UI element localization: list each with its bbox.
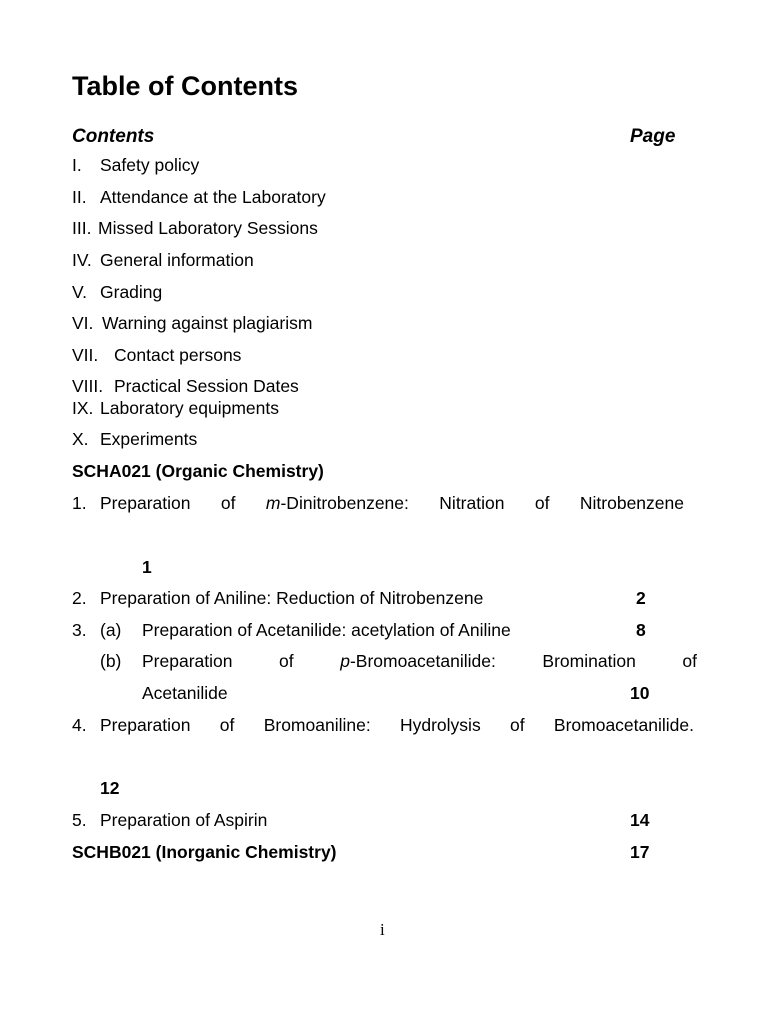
toc-item-number: V. bbox=[72, 282, 87, 302]
experiment-number: 5. bbox=[72, 810, 87, 830]
toc-item-label: Grading bbox=[100, 282, 163, 302]
toc-item-label: Attendance at the Laboratory bbox=[100, 187, 326, 207]
page-number: i bbox=[380, 920, 385, 939]
section-inorganic-page: 17 bbox=[630, 842, 650, 862]
section-title-organic: SCHA021 (Organic Chemistry) bbox=[72, 461, 324, 481]
word: Bromoaniline: bbox=[263, 715, 371, 735]
word: Preparation bbox=[100, 715, 191, 735]
experiment-number: 1. bbox=[72, 493, 87, 513]
word: Preparation bbox=[142, 651, 233, 671]
word bbox=[340, 651, 496, 672]
experiment-4-title bbox=[100, 715, 694, 736]
toc-item bbox=[72, 155, 82, 176]
experiment-5-title: Preparation of Aspirin bbox=[100, 810, 268, 830]
experiment-2-title: Preparation of Aniline: Reduction of Nitrobenzene bbox=[100, 588, 484, 608]
experiment-number: 3. bbox=[72, 620, 87, 640]
word: of bbox=[510, 715, 525, 735]
toc-item-label: Practical Session Dates bbox=[114, 376, 299, 396]
word: of bbox=[220, 493, 236, 513]
word bbox=[266, 493, 409, 514]
word: Bromination bbox=[542, 651, 636, 671]
toc-item-number: II. bbox=[72, 187, 87, 207]
experiment-1-title bbox=[100, 493, 684, 514]
word: of bbox=[279, 651, 294, 671]
toc-item-label: Safety policy bbox=[100, 155, 200, 175]
word-rest: -Dinitrobenzene: bbox=[280, 493, 409, 513]
word: Hydrolysis bbox=[399, 715, 481, 735]
page-title: Table of Contents bbox=[72, 71, 298, 101]
contents-header: Contents bbox=[72, 126, 155, 147]
toc-item-number: X. bbox=[72, 429, 89, 449]
experiment-3a-page: 8 bbox=[636, 620, 646, 640]
word: of bbox=[682, 651, 697, 671]
experiment-4-page: 12 bbox=[100, 778, 120, 798]
experiment-5-page: 14 bbox=[630, 810, 650, 830]
word: Nitrobenzene bbox=[579, 493, 684, 513]
word: of bbox=[534, 493, 550, 513]
word-rest: -Bromoacetanilide: bbox=[349, 651, 496, 671]
page-header: Page bbox=[630, 126, 676, 147]
toc-item-label: Laboratory equipments bbox=[100, 398, 279, 418]
experiment-1-page: 1 bbox=[142, 557, 152, 577]
experiment-3a-title: Preparation of Acetanilide: acetylation of Aniline bbox=[142, 620, 511, 640]
section-title-inorganic: SCHB021 (Inorganic Chemistry) bbox=[72, 842, 337, 862]
experiment-2-page: 2 bbox=[636, 588, 646, 608]
experiment-3b-label: (b) bbox=[100, 651, 122, 671]
toc-item-label: Missed Laboratory Sessions bbox=[98, 218, 318, 238]
toc-item-number: IV. bbox=[72, 250, 92, 270]
toc-item-number: III. bbox=[72, 218, 92, 238]
toc-item-label: Warning against plagiarism bbox=[102, 313, 313, 333]
experiment-3b-title bbox=[142, 651, 697, 672]
word: Nitration bbox=[439, 493, 505, 513]
toc-item-label: Experiments bbox=[100, 429, 198, 449]
toc-item-label: Contact persons bbox=[114, 345, 242, 365]
italic-prefix: m bbox=[265, 493, 281, 513]
experiment-3b-continuation: Acetanilide bbox=[142, 683, 228, 703]
toc-item-number: IX. bbox=[72, 398, 94, 418]
word: of bbox=[219, 715, 235, 735]
toc-item-number: VI. bbox=[72, 313, 94, 333]
italic-prefix: p bbox=[340, 651, 350, 671]
toc-item-label: General information bbox=[100, 250, 254, 270]
word: Bromoacetanilide. bbox=[553, 715, 694, 735]
word: Preparation bbox=[100, 493, 191, 513]
experiment-number: 2. bbox=[72, 588, 87, 608]
experiment-3a-label: (a) bbox=[100, 620, 122, 640]
experiment-number: 4. bbox=[72, 715, 87, 735]
toc-item-number: VII. bbox=[72, 345, 99, 365]
toc-item-number: I. bbox=[72, 155, 82, 175]
experiment-3b-page: 10 bbox=[630, 683, 650, 703]
toc-item-number: VIII. bbox=[72, 376, 104, 396]
